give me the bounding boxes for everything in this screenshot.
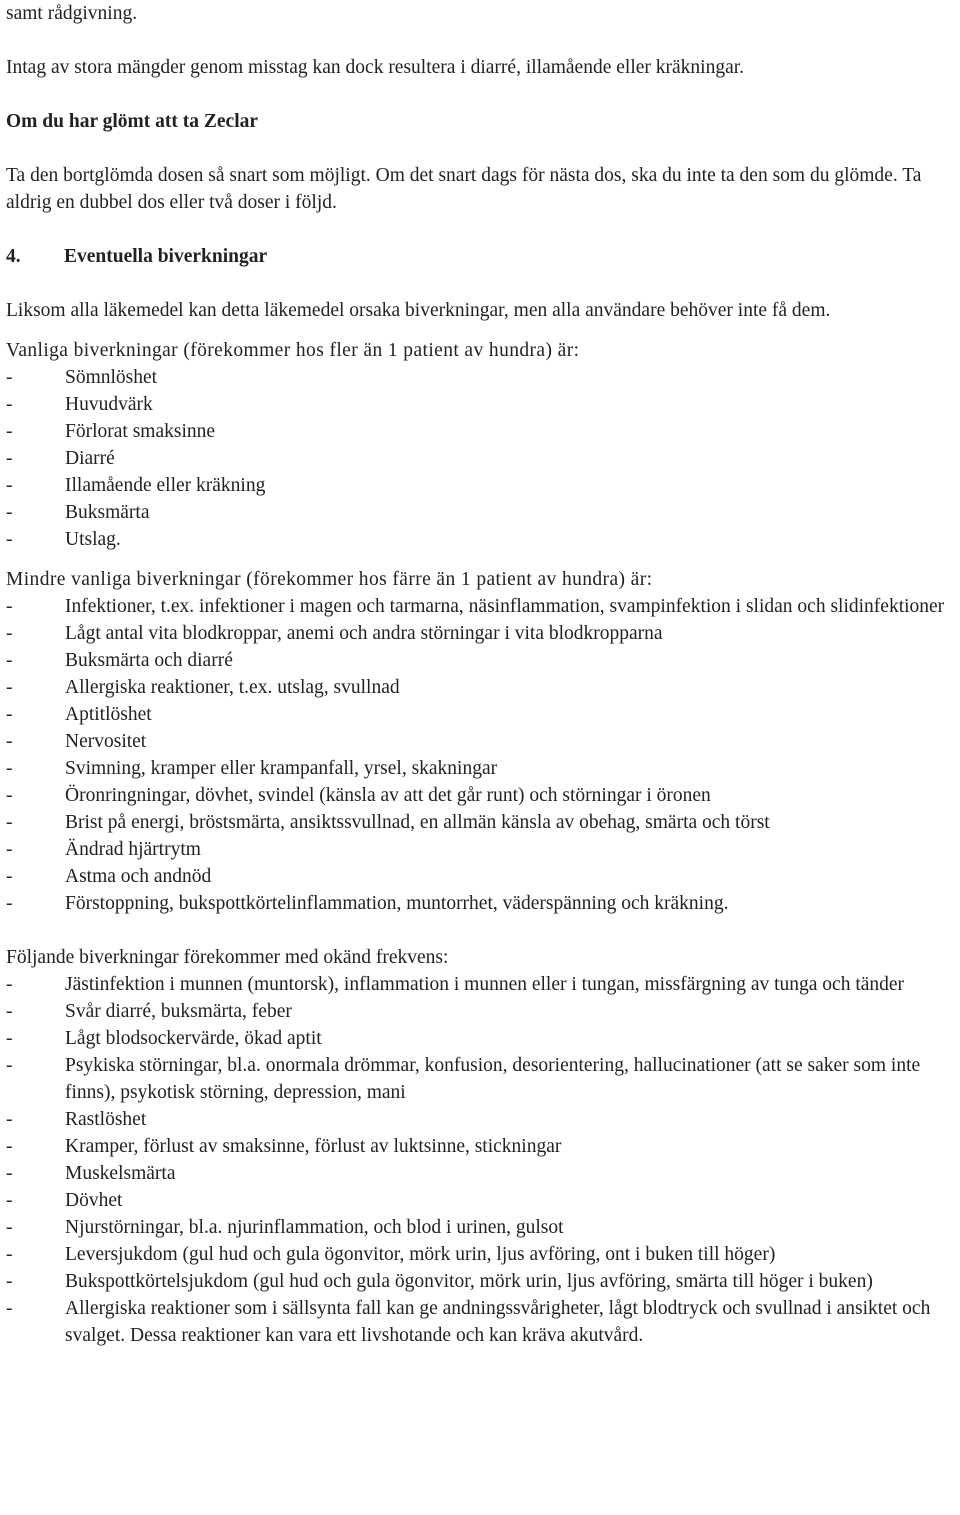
missed-dose-text: Ta den bortglömda dosen så snart som möjligt. Om det snart dags för nästa dos, ska du inte ta den som du glömde. Ta aldrig en dubbel dos eller två doser i följd. [6,165,922,213]
list-item [6,526,951,553]
list-item-text: Bukspottkörtelsjukdom (gul hud och gula ögonvitor, mörk urin, ljus avföring, smärta till höger i buken) [65,1271,873,1292]
list-item [6,418,951,445]
dash-bullet: - [6,785,13,806]
dash-bullet: - [6,1109,13,1130]
list-item-text: Förstoppning, bukspottkörtelinflammation, muntorrhet, väderspänning och kräkning. [65,893,729,914]
list-item-text: Lågt blodsockervärde, ökad aptit [65,1028,322,1049]
list-item [6,998,951,1025]
list-item [6,809,951,836]
list-item-text: Buksmärta [65,502,150,523]
list-item-text: Allergiska reaktioner som i sällsynta fall kan ge andningssvårigheter, lågt blodtryck och svullnad i ansiktet och svalget. Dessa reaktioner kan vara ett livshotande och kan kräva akutvård. [65,1298,931,1346]
section-title: Eventuella biverkningar [64,246,268,267]
dash-bullet: - [6,1028,13,1049]
list-item [6,755,951,782]
list-item [6,445,951,472]
list-item-text: Svimning, kramper eller krampanfall, yrsel, skakningar [65,758,498,779]
section-number: 4. [6,246,21,267]
section-heading [6,243,951,270]
intro-line: samt rådgivning. [6,3,138,24]
dash-bullet: - [6,623,13,644]
list-item-text: Kramper, förlust av smaksinne, förlust av luktsinne, stickningar [65,1136,562,1157]
list-item [6,890,951,917]
list-item [6,701,951,728]
dash-bullet: - [6,448,13,469]
list-item [6,1052,951,1106]
list-item [6,499,951,526]
list-item-text: Njurstörningar, bl.a. njurinflammation, och blod i urinen, gulsot [65,1217,564,1238]
dash-bullet: - [6,529,13,550]
list-item-text: Buksmärta och diarré [65,650,233,671]
dash-bullet: - [6,1217,13,1238]
list-item [6,674,951,701]
list-item-text: Sömnlöshet [65,367,158,388]
list-item-text: Illamående eller kräkning [65,475,266,496]
dash-bullet: - [6,1190,13,1211]
dash-bullet: - [6,704,13,725]
list-item [6,728,951,755]
list-item [6,593,951,620]
dash-bullet: - [6,839,13,860]
list-item-text: Huvudvärk [65,394,153,415]
uncommon-heading: Mindre vanliga biverkningar (förekommer hos färre än 1 patient av hundra) är: [6,569,653,590]
common-heading: Vanliga biverkningar (förekommer hos fler än 1 patient av hundra) är: [6,340,580,361]
unknown-heading: Följande biverkningar förekommer med okänd frekvens: [6,947,449,968]
list-item-text: Öronringningar, dövhet, svindel (känsla av att det går runt) och störningar i öronen [65,785,711,806]
list-item-text: Psykiska störningar, bl.a. onormala drömmar, konfusion, desorientering, hallucinationer (att se saker som inte finns), psykotisk störning, depression, mani [65,1055,921,1103]
dash-bullet: - [6,866,13,887]
dash-bullet: - [6,731,13,752]
dash-bullet: - [6,394,13,415]
dash-bullet: - [6,475,13,496]
list-item [6,836,951,863]
dash-bullet: - [6,1136,13,1157]
dash-bullet: - [6,812,13,833]
list-item [6,364,951,391]
dash-bullet: - [6,1163,13,1184]
list-item-text: Utslag. [65,529,121,550]
list-item [6,1241,951,1268]
missed-dose-heading: Om du har glömt att ta Zeclar [6,111,259,132]
dash-bullet: - [6,1298,13,1319]
dash-bullet: - [6,421,13,442]
list-item-text: Ändrad hjärtrytm [65,839,201,860]
list-item-text: Dövhet [65,1190,123,1211]
list-item-text: Infektioner, t.ex. infektioner i magen och tarmarna, näsinflammation, svampinfektion i slidan och slidinfektioner [65,596,945,617]
list-item-text: Astma och andnöd [65,866,212,887]
section-intro: Liksom alla läkemedel kan detta läkemedel orsaka biverkningar, men alla användare behöver inte få dem. [6,300,831,321]
common-side-effects-list [6,364,951,553]
list-item [6,971,951,998]
list-item [6,647,951,674]
list-item [6,782,951,809]
overdose-note: Intag av stora mängder genom misstag kan dock resultera i diarré, illamående eller kräkningar. [6,57,745,78]
dash-bullet: - [6,974,13,995]
list-item-text: Muskelsmärta [65,1163,176,1184]
list-item-text: Leversjukdom (gul hud och gula ögonvitor, mörk urin, ljus avföring, ont i buken till höger) [65,1244,776,1265]
list-item-text: Svår diarré, buksmärta, feber [65,1001,292,1022]
list-item [6,1133,951,1160]
dash-bullet: - [6,1271,13,1292]
list-item [6,863,951,890]
list-item [6,1187,951,1214]
list-item [6,1295,951,1349]
dash-bullet: - [6,758,13,779]
list-item-text: Brist på energi, bröstsmärta, ansiktssvullnad, en allmän känsla av obehag, smärta och törst [65,812,770,833]
list-item-text: Förlorat smaksinne [65,421,216,442]
list-item [6,1268,951,1295]
dash-bullet: - [6,1244,13,1265]
list-item-text: Aptitlöshet [65,704,152,725]
dash-bullet: - [6,650,13,671]
uncommon-side-effects-list [6,593,951,917]
list-item [6,620,951,647]
dash-bullet: - [6,1001,13,1022]
list-item [6,1106,951,1133]
unknown-frequency-side-effects-list [6,971,951,1349]
dash-bullet: - [6,893,13,914]
list-item-text: Nervositet [65,731,147,752]
list-item [6,472,951,499]
dash-bullet: - [6,596,13,617]
list-item [6,1160,951,1187]
dash-bullet: - [6,1055,13,1076]
list-item [6,1025,951,1052]
list-item-text: Rastlöshet [65,1109,147,1130]
list-item [6,391,951,418]
list-item-text: Allergiska reaktioner, t.ex. utslag, svullnad [65,677,400,698]
dash-bullet: - [6,502,13,523]
dash-bullet: - [6,677,13,698]
list-item [6,1214,951,1241]
list-item-text: Lågt antal vita blodkroppar, anemi och andra störningar i vita blodkropparna [65,623,663,644]
list-item-text: Diarré [65,448,115,469]
list-item-text: Jästinfektion i munnen (muntorsk), inflammation i munnen eller i tungan, missfärgning av tunga och tänder [65,974,905,995]
dash-bullet: - [6,367,13,388]
document-page [6,0,951,1349]
